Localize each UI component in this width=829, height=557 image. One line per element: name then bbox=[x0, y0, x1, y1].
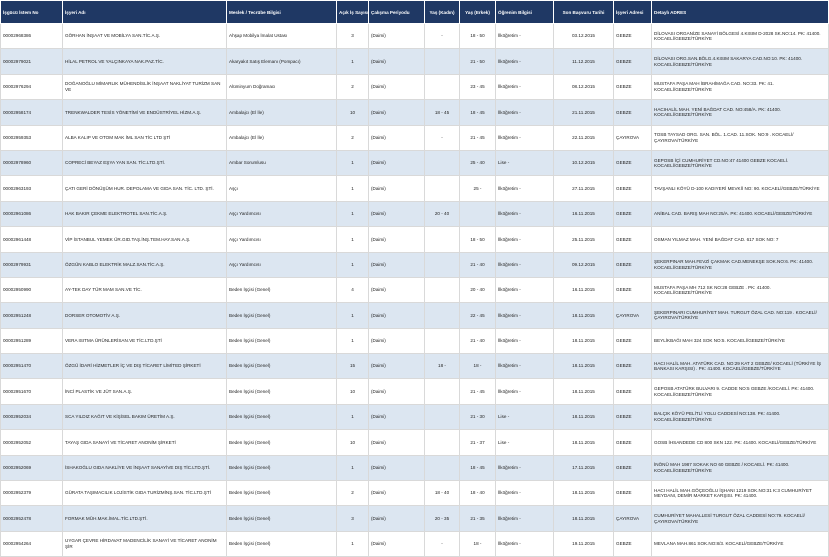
table-row bbox=[1, 303, 829, 328]
cell-yas-kadin: - bbox=[425, 24, 460, 49]
cell-ogrenim: İlköğretim - bbox=[496, 176, 554, 201]
cell-yas-kadin bbox=[425, 455, 460, 480]
cell-istem-no: 00002951289 bbox=[1, 328, 63, 353]
cell-meslek: Beden İşçisi (Genel) bbox=[227, 531, 337, 556]
cell-isyeri-adi: HAK BAKIR ÇEKME ELEKTROTEL SAN.TİC.A.Ş. bbox=[63, 201, 227, 226]
cell-son-basvuru: 16.11.2015 bbox=[554, 201, 614, 226]
cell-acik-is: 1 bbox=[337, 150, 369, 175]
cell-son-basvuru: 18.11.2015 bbox=[554, 379, 614, 404]
cell-meslek: Aşçı Yardımcısı bbox=[227, 201, 337, 226]
table-row bbox=[1, 252, 829, 277]
cell-acik-is: 1 bbox=[337, 303, 369, 328]
cell-periyot: (Daimi) bbox=[369, 24, 425, 49]
header-meslek: Meslek / Tecrübe Bilgisi bbox=[227, 1, 337, 24]
cell-isyeri-adresi: GEBZE bbox=[614, 74, 652, 99]
cell-acik-is: 1 bbox=[337, 201, 369, 226]
cell-acik-is: 10 bbox=[337, 379, 369, 404]
cell-periyot: (Daimi) bbox=[369, 354, 425, 379]
cell-isyeri-adresi: GEBZE bbox=[614, 430, 652, 455]
cell-isyeri-adi: GÖRHAN İNŞAAT VE MOBİLYA SAN.TİC.A.Ş. bbox=[63, 24, 227, 49]
cell-ogrenim: İlköğretim - bbox=[496, 481, 554, 506]
cell-detayli-adres: GEPOSB ATATÜRK BULVARI 9. CADDE NO:5 GEBZE /KOCAELİ. PK: 41400. KOCAELİ/GEBZE/TÜRKİYE bbox=[652, 379, 829, 404]
cell-ogrenim: Lise - bbox=[496, 430, 554, 455]
table-row bbox=[1, 506, 829, 531]
cell-meslek: Aşçı Yardımcısı bbox=[227, 252, 337, 277]
cell-meslek: Aşçı Yardımcısı bbox=[227, 227, 337, 252]
cell-periyot: (Daimi) bbox=[369, 176, 425, 201]
cell-detayli-adres: HACIHALİL MAH. YENİ BAĞDAT CAD. NO:458/A. PK: 41400. KOCAELİ/GEBZE/TÜRKİYE bbox=[652, 100, 829, 125]
table-row bbox=[1, 481, 829, 506]
cell-son-basvuru: 18.11.2015 bbox=[554, 303, 614, 328]
cell-yas-kadin: 18 - bbox=[425, 354, 460, 379]
cell-isyeri-adresi: GEBZE bbox=[614, 379, 652, 404]
cell-isyeri-adi: ÖZGÜ İDARİ HİZMETLER İÇ VE DIŞ TİCARET LİMİTED ŞİRKETİ bbox=[63, 354, 227, 379]
cell-meslek: Aşçı bbox=[227, 176, 337, 201]
header-ogrenim: Öğrenim Bilgisi bbox=[496, 1, 554, 24]
header-detayli-adres: Detaylı ADRES bbox=[652, 1, 829, 24]
cell-son-basvuru: 22.11.2015 bbox=[554, 125, 614, 150]
cell-yas-erkek: 18 - 45 bbox=[460, 455, 496, 480]
cell-son-basvuru: 09.12.2015 bbox=[554, 252, 614, 277]
cell-yas-kadin bbox=[425, 176, 460, 201]
cell-periyot: (Daimi) bbox=[369, 74, 425, 99]
cell-acik-is: 15 bbox=[337, 354, 369, 379]
cell-yas-kadin bbox=[425, 150, 460, 175]
cell-acik-is: 1 bbox=[337, 328, 369, 353]
table-row bbox=[1, 227, 829, 252]
cell-isyeri-adi: FORMAK MÜH.MAK.İMAL.TİC.LTD.ŞTİ. bbox=[63, 506, 227, 531]
cell-yas-erkek: 21 - 40 bbox=[460, 328, 496, 353]
table-row bbox=[1, 531, 829, 556]
cell-periyot: (Daimi) bbox=[369, 150, 425, 175]
cell-yas-erkek bbox=[460, 201, 496, 226]
header-istem-no: İşgücü İstem No bbox=[1, 1, 63, 24]
cell-isyeri-adi: UYGAR ÇEVRE HİRDAVAT MADENCİLİK SANAYİ VE TİCARET ANONİM ŞİR bbox=[63, 531, 227, 556]
cell-isyeri-adresi: GEBZE bbox=[614, 176, 652, 201]
cell-isyeri-adresi: GEBZE bbox=[614, 481, 652, 506]
cell-ogrenim: İlköğretim - bbox=[496, 277, 554, 302]
cell-istem-no: 00002951248 bbox=[1, 303, 63, 328]
table-row bbox=[1, 404, 829, 429]
cell-yas-kadin bbox=[425, 252, 460, 277]
cell-acik-is: 10 bbox=[337, 100, 369, 125]
cell-yas-erkek: 20 - 40 bbox=[460, 277, 496, 302]
cell-yas-erkek: 21 - 45 bbox=[460, 379, 496, 404]
cell-meslek: Ahşap Mobilya İmalat Ustası bbox=[227, 24, 337, 49]
cell-acik-is: 1 bbox=[337, 531, 369, 556]
cell-son-basvuru: 19.11.2015 bbox=[554, 531, 614, 556]
cell-periyot: (Daimi) bbox=[369, 227, 425, 252]
cell-isyeri-adresi: GEBZE bbox=[614, 277, 652, 302]
cell-periyot: (Daimi) bbox=[369, 430, 425, 455]
cell-ogrenim: İlköğretim - bbox=[496, 455, 554, 480]
cell-meslek: Ambalajcı (El İle) bbox=[227, 125, 337, 150]
cell-meslek: Beden İşçisi (Genel) bbox=[227, 277, 337, 302]
cell-isyeri-adresi: GEBZE bbox=[614, 201, 652, 226]
cell-yas-kadin: 18 - 45 bbox=[425, 100, 460, 125]
cell-ogrenim: İlköğretim - bbox=[496, 354, 554, 379]
cell-ogrenim: İlköğretim - bbox=[496, 506, 554, 531]
cell-ogrenim: İlköğretim - bbox=[496, 379, 554, 404]
cell-son-basvuru: 18.11.2015 bbox=[554, 328, 614, 353]
cell-acik-is: 2 bbox=[337, 481, 369, 506]
cell-acik-is: 1 bbox=[337, 49, 369, 74]
cell-yas-erkek: 22 - 45 bbox=[460, 303, 496, 328]
cell-son-basvuru: 08.12.2015 bbox=[554, 74, 614, 99]
cell-periyot: (Daimi) bbox=[369, 481, 425, 506]
cell-acik-is: 3 bbox=[337, 506, 369, 531]
cell-istem-no: 00002978960 bbox=[1, 150, 63, 175]
cell-isyeri-adi: AY-TEK DAY TÜR MAM SAN.VE TİC. bbox=[63, 277, 227, 302]
cell-ogrenim: İlköğretim - bbox=[496, 531, 554, 556]
cell-istem-no: 00002979021 bbox=[1, 49, 63, 74]
cell-isyeri-adresi: GEBZE bbox=[614, 24, 652, 49]
cell-meslek: Beden İşçisi (Genel) bbox=[227, 404, 337, 429]
cell-detayli-adres: TAVŞANLI KÖYÜ D-100 KADIYERİ MEVKİİ NO: 90. KOCAELİ/GEBZE/TÜRKİYE bbox=[652, 176, 829, 201]
table-row bbox=[1, 49, 829, 74]
cell-detayli-adres: GEPOSB İÇİ CUMHURİYET CD.NO:47 41400 GEBZE KOCAELİ. KOCAELİ/GEBZE/TÜRKİYE bbox=[652, 150, 829, 175]
cell-acik-is: 3 bbox=[337, 24, 369, 49]
cell-meslek: Beden İşçisi (Genel) bbox=[227, 430, 337, 455]
cell-yas-kadin bbox=[425, 74, 460, 99]
cell-yas-erkek: 21 - 40 bbox=[460, 252, 496, 277]
cell-son-basvuru: 18.11.2015 bbox=[554, 404, 614, 429]
cell-isyeri-adi: GÜRATA TAŞIMACILIK LOJİSTİK GIDA TURİZMİNŞ.SAN. TİC.LTD.ŞTİ bbox=[63, 481, 227, 506]
cell-son-basvuru: 21.11.2015 bbox=[554, 100, 614, 125]
cell-detayli-adres: CUMHURİYET MAHALLESİ TURGUT ÖZAL CADDESİ NO:79. KOCAELİ/ÇAYIROVA/TÜRKİYE bbox=[652, 506, 829, 531]
header-periyot: Çalışma Periyodu bbox=[369, 1, 425, 24]
table-row bbox=[1, 379, 829, 404]
cell-periyot: (Daimi) bbox=[369, 506, 425, 531]
table-row bbox=[1, 100, 829, 125]
cell-meslek: Beden İşçisi (Genel) bbox=[227, 303, 337, 328]
cell-son-basvuru: 16.11.2015 bbox=[554, 277, 614, 302]
cell-istem-no: 00002959353 bbox=[1, 125, 63, 150]
cell-detayli-adres: BALÇIK KÖYÜ PELİTLİ YOLU CADDESİ NO:138. PK: 41400. KOCAELİ/GEBZE/TÜRKİYE bbox=[652, 404, 829, 429]
cell-meslek: Ambalajcı (El İle) bbox=[227, 100, 337, 125]
cell-istem-no: 00002950990 bbox=[1, 277, 63, 302]
table-row bbox=[1, 150, 829, 175]
cell-isyeri-adi: DOĞANOĞLU MİMARLIK MÜHENDİSLİK İNŞAAT NAKLİYAT TURİZM SAN VE bbox=[63, 74, 227, 99]
cell-isyeri-adi: SCA YILDIZ KAĞIT VE KİŞİSEL BAKIM ÜRETİM A.Ş. bbox=[63, 404, 227, 429]
cell-isyeri-adi: İSHAKOĞLU GIDA NAKLİYE VE İNŞAAT SANAYİVE DIŞ TİC.LTD.ŞTİ. bbox=[63, 455, 227, 480]
cell-detayli-adres: MUSTAFA PAŞA MH 712 SK NO:28 GEBZE . PK: 41400. KOCAELİ/GEBZE/TÜRKİYE bbox=[652, 277, 829, 302]
cell-detayli-adres: OSMAN YILMAZ MAH. YENİ BAĞDAT CAD. 617 SOK NO: 7 bbox=[652, 227, 829, 252]
table-row bbox=[1, 354, 829, 379]
cell-isyeri-adresi: ÇAYIROVA bbox=[614, 506, 652, 531]
cell-istem-no: 00002961448 bbox=[1, 227, 63, 252]
cell-acik-is: 1 bbox=[337, 252, 369, 277]
cell-istem-no: 00002979931 bbox=[1, 252, 63, 277]
cell-yas-erkek: 23 - 45 bbox=[460, 74, 496, 99]
cell-isyeri-adresi: GEBZE bbox=[614, 531, 652, 556]
cell-yas-erkek: 18 - 50 bbox=[460, 24, 496, 49]
cell-ogrenim: İlköğretim - bbox=[496, 74, 554, 99]
table-row bbox=[1, 430, 829, 455]
cell-son-basvuru: 10.12.2015 bbox=[554, 150, 614, 175]
cell-son-basvuru: 11.12.2015 bbox=[554, 49, 614, 74]
cell-yas-kadin: - bbox=[425, 531, 460, 556]
cell-ogrenim: Lise - bbox=[496, 404, 554, 429]
cell-isyeri-adi: DORSER OTOMOTİV A.Ş. bbox=[63, 303, 227, 328]
cell-yas-kadin bbox=[425, 404, 460, 429]
cell-detayli-adres: BEYLİKBAĞI MAH 324 SOK NO:5. KOCAELİ/GEBZE/TÜRKİYE bbox=[652, 328, 829, 353]
cell-detayli-adres: TOSB TAYSAD ORG. SAN. BÖL. 1.CAD. 11.SOK. NO:9 . KOCAELİ/ÇAYIROVA/TÜRKİYE bbox=[652, 125, 829, 150]
cell-yas-kadin bbox=[425, 328, 460, 353]
cell-periyot: (Daimi) bbox=[369, 252, 425, 277]
cell-periyot: (Daimi) bbox=[369, 125, 425, 150]
cell-yas-kadin bbox=[425, 430, 460, 455]
cell-son-basvuru: 18.11.2015 bbox=[554, 506, 614, 531]
header-acik-is: Açık İş Sayısı bbox=[337, 1, 369, 24]
header-yas-kadin: Yaş (Kadın) bbox=[425, 1, 460, 24]
cell-meslek: Beden İşçisi (Genel) bbox=[227, 455, 337, 480]
cell-isyeri-adi: HİLAL PETROL VE YALÇINKAYA NAK.PAZ.TİC. bbox=[63, 49, 227, 74]
cell-ogrenim: İlköğretim - bbox=[496, 49, 554, 74]
cell-istem-no: 00002952052 bbox=[1, 430, 63, 455]
header-isyeri-adresi: İşyeri Adresi bbox=[614, 1, 652, 24]
cell-ogrenim: İlköğretim - bbox=[496, 100, 554, 125]
cell-yas-erkek: 18 - 45 bbox=[460, 100, 496, 125]
cell-meslek: Beden İşçisi (Genel) bbox=[227, 481, 337, 506]
cell-yas-erkek: 21 - 50 bbox=[460, 49, 496, 74]
cell-isyeri-adi: İNCİ PLASTİK VE JÜT SAN.A.Ş. bbox=[63, 379, 227, 404]
cell-ogrenim: İlköğretim - bbox=[496, 303, 554, 328]
cell-istem-no: 00002968386 bbox=[1, 24, 63, 49]
cell-isyeri-adresi: ÇAYIROVA bbox=[614, 125, 652, 150]
cell-yas-kadin: 20 - 35 bbox=[425, 506, 460, 531]
cell-son-basvuru: 18.11.2015 bbox=[554, 430, 614, 455]
cell-detayli-adres: ANİBAL CAD. BARIŞ MAH NO:25/A. PK: 41400. KOCAELİ/GEBZE/TÜRKİYE bbox=[652, 201, 829, 226]
cell-yas-erkek: 21 - 30 bbox=[460, 404, 496, 429]
table-row bbox=[1, 125, 829, 150]
cell-periyot: (Daimi) bbox=[369, 328, 425, 353]
cell-son-basvuru: 25.11.2015 bbox=[554, 227, 614, 252]
cell-ogrenim: İlköğretim - bbox=[496, 252, 554, 277]
header-isyeri-adi: İşyeri Adı bbox=[63, 1, 227, 24]
cell-istem-no: 00002952379 bbox=[1, 481, 63, 506]
cell-isyeri-adresi: GEBZE bbox=[614, 404, 652, 429]
cell-yas-erkek: 21 - 35 bbox=[460, 506, 496, 531]
cell-acik-is: 2 bbox=[337, 125, 369, 150]
cell-ogrenim: İlköğretim - bbox=[496, 24, 554, 49]
cell-istem-no: 00002963193 bbox=[1, 176, 63, 201]
cell-ogrenim: İlköğretim - bbox=[496, 328, 554, 353]
cell-detayli-adres: HACI HALİL MAH.GÖÇEOĞLU İŞHANI 1219 SOK.NO:31 K:3 CUMHURİYET MEYDANI, DEMİR MARKET KARŞISI. PK: 41400. bbox=[652, 481, 829, 506]
cell-detayli-adres: İNÖNÜ MAH 1987 SOKAK NO 60 GEBZE / KOCAELİ. PK: 41400. KOCAELİ/GEBZE/TÜRKİYE bbox=[652, 455, 829, 480]
cell-son-basvuru: 18.11.2015 bbox=[554, 354, 614, 379]
cell-isyeri-adresi: GEBZE bbox=[614, 227, 652, 252]
cell-yas-kadin bbox=[425, 277, 460, 302]
cell-acik-is: 2 bbox=[337, 74, 369, 99]
cell-isyeri-adi: ÇATI GERİ DÖNÜŞÜM HUR. DEPOLAMA VE GIDA SAN. TİC. LTD. ŞTİ. bbox=[63, 176, 227, 201]
cell-istem-no: 00002952034 bbox=[1, 404, 63, 429]
cell-yas-kadin bbox=[425, 227, 460, 252]
table-row bbox=[1, 201, 829, 226]
cell-yas-erkek: 25 - 40 bbox=[460, 150, 496, 175]
cell-son-basvuru: 27.11.2015 bbox=[554, 176, 614, 201]
cell-istem-no: 00002951470 bbox=[1, 354, 63, 379]
cell-isyeri-adresi: GEBZE bbox=[614, 100, 652, 125]
cell-isyeri-adresi: GEBZE bbox=[614, 150, 652, 175]
table-row bbox=[1, 277, 829, 302]
cell-meslek: Beden İşçisi (Genel) bbox=[227, 379, 337, 404]
cell-acik-is: 10 bbox=[337, 430, 369, 455]
cell-istem-no: 00002952478 bbox=[1, 506, 63, 531]
table-row bbox=[1, 455, 829, 480]
cell-meslek: Alüminyum Doğramacı bbox=[227, 74, 337, 99]
cell-ogrenim: İlköğretim - bbox=[496, 227, 554, 252]
cell-yas-erkek: 21 - 37 bbox=[460, 430, 496, 455]
cell-periyot: (Daimi) bbox=[369, 100, 425, 125]
cell-detayli-adres: DİLOVASI ORGANİZE SANAYİ BÖLGESİ 4.KISIM D-2028 SK.NO:14. PK: 41400. KOCAELİ/GEBZE/TÜRKİYE bbox=[652, 24, 829, 49]
cell-ogrenim: İlköğretim - bbox=[496, 125, 554, 150]
cell-istem-no: 00002954264 bbox=[1, 531, 63, 556]
table-row bbox=[1, 74, 829, 99]
cell-istem-no: 00002961086 bbox=[1, 201, 63, 226]
cell-isyeri-adi: TRENKWALDER TESİS YÖNETİMİ VE ENDÜSTRİYEL HİZM.A.Ş. bbox=[63, 100, 227, 125]
cell-periyot: (Daimi) bbox=[369, 201, 425, 226]
cell-periyot: (Daimi) bbox=[369, 531, 425, 556]
cell-periyot: (Daimi) bbox=[369, 277, 425, 302]
cell-ogrenim: Lise - bbox=[496, 150, 554, 175]
cell-yas-kadin: 20 - 40 bbox=[425, 201, 460, 226]
cell-isyeri-adi: TAYAŞ GIDA SANAYİ VE TİCARET ANONİM ŞİRKETİ bbox=[63, 430, 227, 455]
cell-acik-is: 1 bbox=[337, 227, 369, 252]
cell-istem-no: 00002958174 bbox=[1, 100, 63, 125]
cell-yas-kadin: 18 - 40 bbox=[425, 481, 460, 506]
cell-isyeri-adi: COPRECİ BEYAZ EŞYA YAN SAN. TİC.LTD.ŞTİ. bbox=[63, 150, 227, 175]
cell-isyeri-adi: ÖZGÜN KABLO ELEKTRİK MALZ.SAN.TİC.A.Ş. bbox=[63, 252, 227, 277]
cell-meslek: Beden İşçisi (Genel) bbox=[227, 354, 337, 379]
cell-yas-erkek: 18 - bbox=[460, 531, 496, 556]
cell-acik-is: 1 bbox=[337, 404, 369, 429]
cell-periyot: (Daimi) bbox=[369, 49, 425, 74]
table-row bbox=[1, 176, 829, 201]
cell-meslek: Akaryakıt Satış Elemanı (Pompacı) bbox=[227, 49, 337, 74]
cell-periyot: (Daimi) bbox=[369, 404, 425, 429]
cell-isyeri-adresi: GEBZE bbox=[614, 252, 652, 277]
cell-son-basvuru: 17.11.2015 bbox=[554, 455, 614, 480]
cell-yas-kadin: - bbox=[425, 125, 460, 150]
cell-yas-kadin bbox=[425, 49, 460, 74]
cell-isyeri-adresi: GEBZE bbox=[614, 455, 652, 480]
cell-detayli-adres: HACI HALİL MAH. ATATÜRK CAD. NO:29 KAT 2 GEBZE/ KOCAELİ (TÜRKİYE İŞ BANKASI KARŞISI) . PK: 41400. KOCAELİ/GEBZE/TÜRKİYE bbox=[652, 354, 829, 379]
cell-detayli-adres: ŞEKERPINAR MAH.FEVZİ ÇAKMAK CAD.MENEKŞE SOK.NO:6. PK: 41400. KOCAELİ/GEBZE/TÜRKİYE bbox=[652, 252, 829, 277]
cell-yas-erkek: 18 - 50 bbox=[460, 227, 496, 252]
cell-acik-is: 1 bbox=[337, 455, 369, 480]
cell-detayli-adres: GOSB İHSANDEDE CD 800 SKN 122. PK: 41400. KOCAELİ/GEBZE/TÜRKİYE bbox=[652, 430, 829, 455]
cell-acik-is: 1 bbox=[337, 176, 369, 201]
cell-periyot: (Daimi) bbox=[369, 379, 425, 404]
cell-periyot: (Daimi) bbox=[369, 455, 425, 480]
cell-detayli-adres: DİLOVASI ORG.SAN.BÖLG.4.KISIM SAKARYA CAD.NO:10. PK: 41400. KOCAELİ/GEBZE/TÜRKİYE bbox=[652, 49, 829, 74]
cell-meslek: Ambar Sorumlusu bbox=[227, 150, 337, 175]
cell-isyeri-adresi: ÇAYIROVA bbox=[614, 303, 652, 328]
cell-detayli-adres: ŞEKERPINARI CUMHURİYET MAH. TURGUT ÖZAL CAD. NO:119 . KOCAELİ/ÇAYIROVA/TÜRKİYE bbox=[652, 303, 829, 328]
cell-detayli-adres: MUSTAFA PAŞA MAH İBRAHİMAĞA CAD. NO:33. PK: 41. KOCAELİ/GEBZE/TÜRKİYE bbox=[652, 74, 829, 99]
cell-yas-erkek: 25 - bbox=[460, 176, 496, 201]
cell-istem-no: 00002952069 bbox=[1, 455, 63, 480]
cell-periyot: (Daimi) bbox=[369, 303, 425, 328]
cell-istem-no: 00002951670 bbox=[1, 379, 63, 404]
cell-yas-erkek: 18 - bbox=[460, 354, 496, 379]
cell-ogrenim: İlköğretim - bbox=[496, 201, 554, 226]
cell-son-basvuru: 18.11.2015 bbox=[554, 481, 614, 506]
cell-meslek: Beden İşçisi (Genel) bbox=[227, 506, 337, 531]
cell-yas-erkek: 21 - 45 bbox=[460, 125, 496, 150]
cell-isyeri-adi: ALBA KALIP VE OTOM MAK İML SAN TİC LTD ŞTİ bbox=[63, 125, 227, 150]
table-header-row bbox=[1, 1, 829, 24]
cell-yas-kadin bbox=[425, 303, 460, 328]
cell-acik-is: 4 bbox=[337, 277, 369, 302]
header-son-basvuru: Son Başvuru Tarihi bbox=[554, 1, 614, 24]
cell-isyeri-adi: VERA ISITMA ÜRÜNLERİSAN.VE TİC.LTD.ŞTİ bbox=[63, 328, 227, 353]
cell-yas-kadin bbox=[425, 379, 460, 404]
cell-istem-no: 00002976294 bbox=[1, 74, 63, 99]
cell-son-basvuru: 03.12.2015 bbox=[554, 24, 614, 49]
cell-meslek: Beden İşçisi (Genel) bbox=[227, 328, 337, 353]
header-yas-erkek: Yaş (Erkek) bbox=[460, 1, 496, 24]
cell-isyeri-adi: VİP İSTANBUL YEMEK ÜR.GID.TAŞ.İNŞ.TEM.HAY.SAN.A.Ş. bbox=[63, 227, 227, 252]
cell-detayli-adres: MEVLANA MAH.861 SOK.NO:8/3. KOCAELİ/GEBZE/TÜRKİYE bbox=[652, 531, 829, 556]
table-row bbox=[1, 328, 829, 353]
cell-yas-erkek: 18 - 40 bbox=[460, 481, 496, 506]
cell-isyeri-adresi: GEBZE bbox=[614, 328, 652, 353]
table-row bbox=[1, 24, 829, 49]
cell-isyeri-adresi: GEBZE bbox=[614, 354, 652, 379]
cell-isyeri-adresi: GEBZE bbox=[614, 49, 652, 74]
